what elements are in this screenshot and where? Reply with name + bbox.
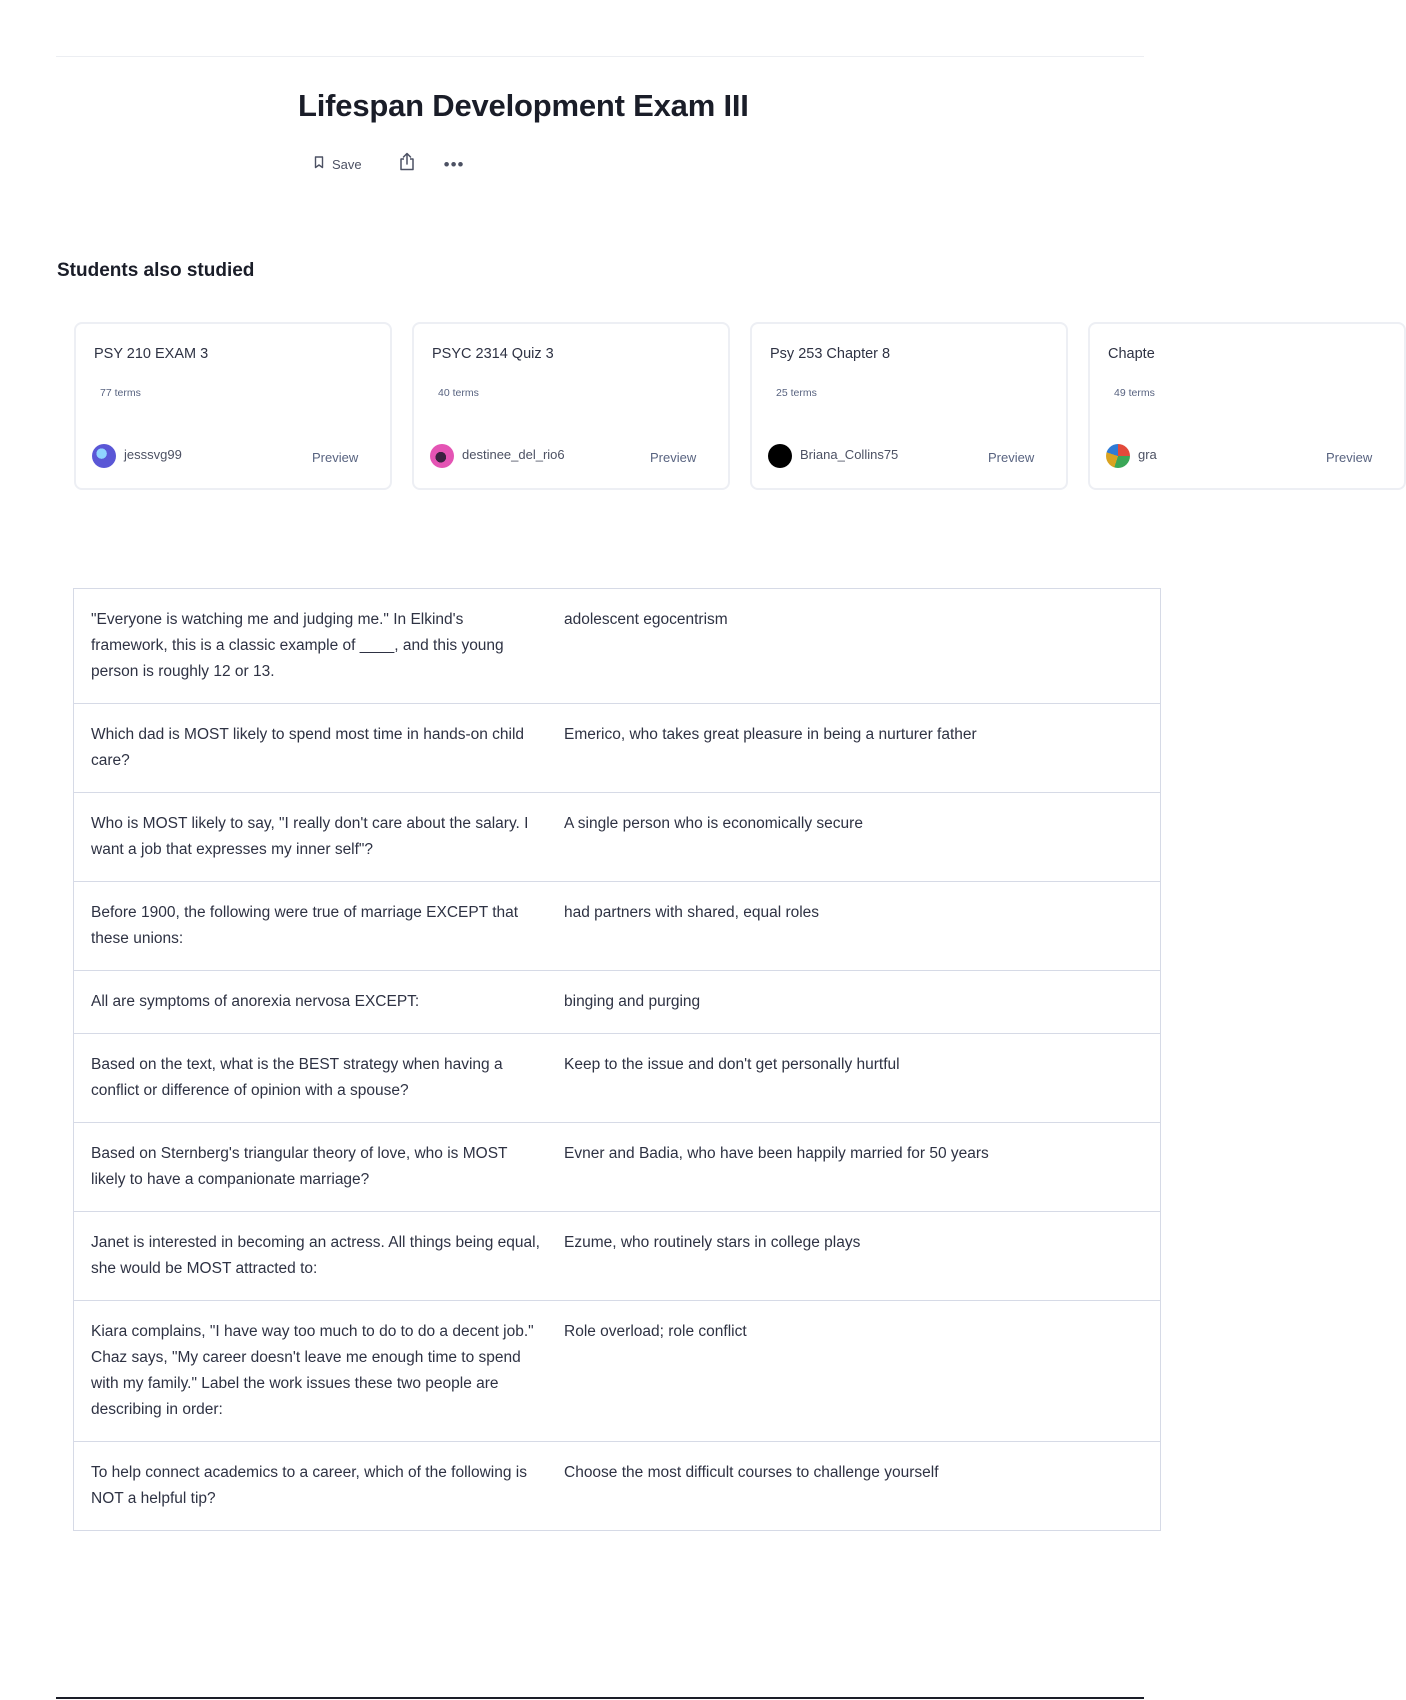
set-author[interactable]: jesssvg99 bbox=[124, 447, 182, 462]
set-term-count: 49 terms bbox=[1114, 387, 1155, 399]
table-row bbox=[74, 793, 1161, 882]
term-question: To help connect academics to a career, which of the following is NOT a helpful tip? bbox=[74, 1442, 562, 1531]
table-row bbox=[74, 704, 1161, 793]
table-row bbox=[74, 1034, 1161, 1123]
term-answer: Evner and Badia, who have been happily married for 50 years bbox=[561, 1123, 1161, 1212]
set-card[interactable] bbox=[1088, 322, 1406, 490]
set-title: Psy 253 Chapter 8 bbox=[770, 346, 891, 362]
save-label: Save bbox=[332, 156, 362, 172]
preview-button[interactable]: Preview bbox=[1326, 450, 1373, 465]
set-card[interactable] bbox=[74, 322, 392, 490]
set-card[interactable] bbox=[750, 322, 1068, 490]
set-term-count: 25 terms bbox=[776, 387, 817, 399]
preview-button[interactable]: Preview bbox=[312, 450, 359, 465]
set-author[interactable]: destinee_del_rio6 bbox=[462, 447, 565, 462]
avatar bbox=[430, 444, 454, 468]
table-row bbox=[74, 971, 1161, 1034]
term-question: "Everyone is watching me and judging me." In Elkind's framework, this is a classic example of ____, and this young person is roughly 12 or 13. bbox=[74, 589, 562, 704]
set-term-count: 40 terms bbox=[438, 387, 479, 399]
table-row bbox=[74, 589, 1161, 704]
term-question: Based on Sternberg's triangular theory of love, who is MOST likely to have a companionate marriage? bbox=[74, 1123, 562, 1212]
term-answer: adolescent egocentrism bbox=[561, 589, 1161, 704]
avatar bbox=[1106, 444, 1130, 468]
term-question: Janet is interested in becoming an actress. All things being equal, she would be MOST attracted to: bbox=[74, 1212, 562, 1301]
set-title: PSYC 2314 Quiz 3 bbox=[432, 346, 554, 362]
term-answer: Emerico, who takes great pleasure in being a nurturer father bbox=[561, 704, 1161, 793]
preview-button[interactable]: Preview bbox=[988, 450, 1035, 465]
term-answer: binging and purging bbox=[561, 971, 1161, 1034]
set-term-count: 77 terms bbox=[100, 387, 141, 399]
table-row bbox=[74, 1123, 1161, 1212]
term-question: All are symptoms of anorexia nervosa EXCEPT: bbox=[74, 971, 562, 1034]
term-answer: A single person who is economically secure bbox=[561, 793, 1161, 882]
term-answer: Keep to the issue and don't get personally hurtful bbox=[561, 1034, 1161, 1123]
share-icon bbox=[398, 152, 416, 176]
terms-table bbox=[73, 588, 1161, 1531]
term-question: Based on the text, what is the BEST strategy when having a conflict or difference of opinion with a spouse? bbox=[74, 1034, 562, 1123]
more-horizontal-icon: ••• bbox=[443, 154, 465, 174]
bookmark-icon bbox=[314, 156, 324, 172]
term-answer: Ezume, who routinely stars in college plays bbox=[561, 1212, 1161, 1301]
table-row bbox=[74, 1301, 1161, 1442]
share-button[interactable] bbox=[398, 152, 416, 176]
table-row bbox=[74, 1442, 1161, 1531]
bottom-divider bbox=[56, 1697, 1144, 1699]
term-question: Which dad is MOST likely to spend most time in hands-on child care? bbox=[74, 704, 562, 793]
section-title: Students also studied bbox=[57, 260, 255, 281]
set-title: PSY 210 EXAM 3 bbox=[94, 346, 209, 362]
term-answer: had partners with shared, equal roles bbox=[561, 882, 1161, 971]
set-author[interactable]: Briana_Collins75 bbox=[800, 447, 899, 462]
term-answer: Choose the most difficult courses to challenge yourself bbox=[561, 1442, 1161, 1531]
page-title: Lifespan Development Exam III bbox=[298, 88, 749, 123]
top-divider bbox=[56, 56, 1144, 57]
set-card[interactable] bbox=[412, 322, 730, 490]
term-answer: Role overload; role conflict bbox=[561, 1301, 1161, 1442]
set-author[interactable]: gra bbox=[1138, 447, 1157, 462]
avatar bbox=[92, 444, 116, 468]
save-button[interactable] bbox=[314, 156, 362, 172]
term-question: Before 1900, the following were true of marriage EXCEPT that these unions: bbox=[74, 882, 562, 971]
avatar bbox=[768, 444, 792, 468]
set-title: Chapte bbox=[1108, 346, 1155, 362]
term-question: Kiara complains, "I have way too much to do to do a decent job." Chaz says, "My career doesn't leave me enough time to spend with my family." Label the work issues these two people are describing in order: bbox=[74, 1301, 562, 1442]
preview-button[interactable]: Preview bbox=[650, 450, 697, 465]
term-question: Who is MOST likely to say, "I really don't care about the salary. I want a job that expresses my inner self"? bbox=[74, 793, 562, 882]
set-actions bbox=[314, 152, 465, 176]
table-row bbox=[74, 1212, 1161, 1301]
more-options-button[interactable] bbox=[444, 156, 465, 173]
related-sets-carousel bbox=[74, 322, 1373, 494]
table-row bbox=[74, 882, 1161, 971]
